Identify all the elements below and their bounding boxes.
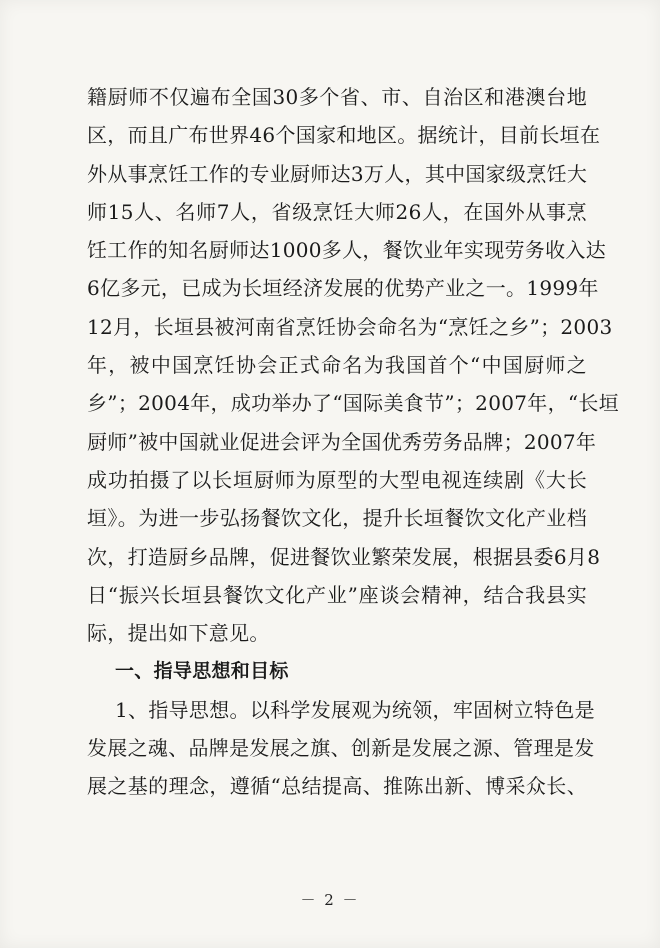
document-body xyxy=(87,78,619,806)
page-number: － 2 － xyxy=(300,891,360,909)
text-line: 际，提出如下意见。 xyxy=(87,621,270,646)
text-line: 年，被中国烹饪协会正式命名为我国首个“中国厨师之 xyxy=(87,353,587,378)
text-line: 籍厨师不仅遍布全国30多个省、市、自治区和港澳台地 xyxy=(87,85,587,109)
text-line: 垣》。为进一步弘扬餐饮文化，提升长垣餐饮文化产业档 xyxy=(87,506,587,531)
text-line: 乡”；2004年，成功举办了“国际美食节”；2007年，“长垣 xyxy=(87,391,619,416)
text-line: 次，打造厨乡品牌，促进餐饮业繁荣发展，根据县委6月8 xyxy=(87,544,601,569)
text-line: 师15人、名师7人，省级烹饪大师26人，在国外从事烹 xyxy=(87,199,587,224)
text-line: 展之基的理念，遵循“总结提高、推陈出新、博采众长、 xyxy=(87,774,587,799)
text-line: 厨师”被中国就业促进会评为全国优秀劳务品牌；2007年 xyxy=(87,429,597,454)
text-line: 12月，长垣县被河南省烹饪协会命名为“烹饪之乡”；2003 xyxy=(87,314,613,339)
text-line: 成功拍摄了以长垣厨师为原型的大型电视连续剧《大长 xyxy=(87,467,587,492)
text-line: 6亿多元，已成为长垣经济发展的优势产业之一。1999年 xyxy=(87,276,599,301)
text-line: 饪工作的知名厨师达1000多人，餐饮业年实现劳务收入达 xyxy=(87,238,606,263)
text-line: 区，而且广布世界46个国家和地区。据统计，目前长垣在 xyxy=(87,123,601,148)
section-heading: 一、指导思想和目标 xyxy=(115,660,289,683)
text-line: 1、指导思想。以科学发展观为统领，牢固树立特色是 xyxy=(115,697,595,722)
text-line: 外从事烹饪工作的专业厨师达3万人，其中国家级烹饪大 xyxy=(87,161,588,186)
text-line: 日“振兴长垣县餐饮文化产业”座谈会精神，结合我县实 xyxy=(87,582,587,607)
text-line: 发展之魂、品牌是发展之旗、创新是发展之源、管理是发 xyxy=(87,736,595,761)
